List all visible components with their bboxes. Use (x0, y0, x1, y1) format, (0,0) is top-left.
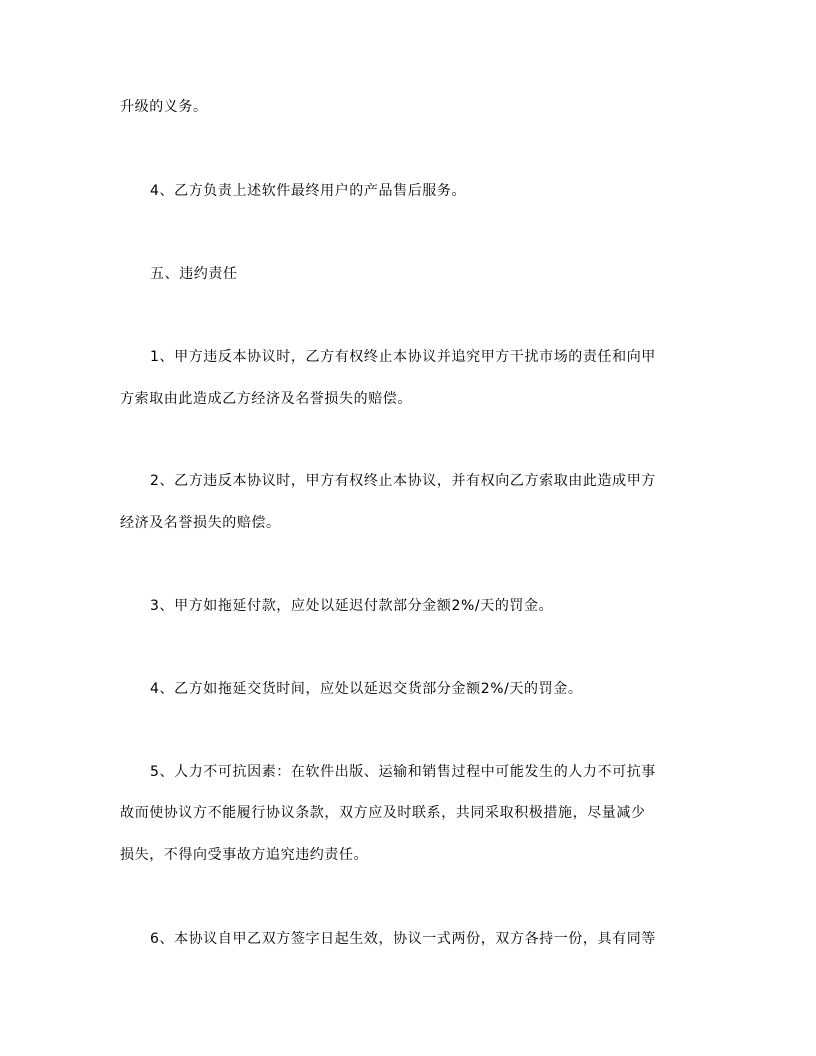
breach-clause-5-line-2: 故而使协议方不能履行协议条款，双方应及时联系，共同采取积极措施，尽量减少 (120, 805, 646, 821)
section-heading-breach-liability: 五、违约责任 (150, 266, 238, 282)
breach-clause-1-line-2: 方索取由此造成乙方经济及名誉损失的赔偿。 (120, 391, 412, 407)
breach-clause-2-line-2: 经济及名誉损失的赔偿。 (120, 515, 281, 531)
clause-4-after-sales: 4、乙方负责上述软件最终用户的产品售后服务。 (150, 183, 467, 199)
breach-clause-4: 4、乙方如拖延交货时间，应处以延迟交货部分金额2%/天的罚金。 (150, 681, 583, 697)
breach-clause-1-line-1: 1、甲方违反本协议时，乙方有权终止本协议并追究甲方干扰市场的责任和向甲 (150, 349, 656, 365)
paragraph-line-upgrade-obligation: 升级的义务。 (120, 99, 208, 115)
breach-clause-5-line-3: 损失，不得向受事故方追究违约责任。 (120, 847, 369, 863)
breach-clause-5-line-1: 5、人力不可抗因素：在软件出版、运输和销售过程中可能发生的人力不可抗事 (150, 764, 656, 780)
breach-clause-6-line-1: 6、本协议自甲乙双方签字日起生效，协议一式两份，双方各持一份，具有同等 (150, 931, 656, 947)
breach-clause-2-line-1: 2、乙方违反本协议时，甲方有权终止本协议，并有权向乙方索取由此造成甲方 (150, 473, 656, 489)
breach-clause-3: 3、甲方如拖延付款，应处以延迟付款部分金额2%/天的罚金。 (150, 598, 554, 614)
